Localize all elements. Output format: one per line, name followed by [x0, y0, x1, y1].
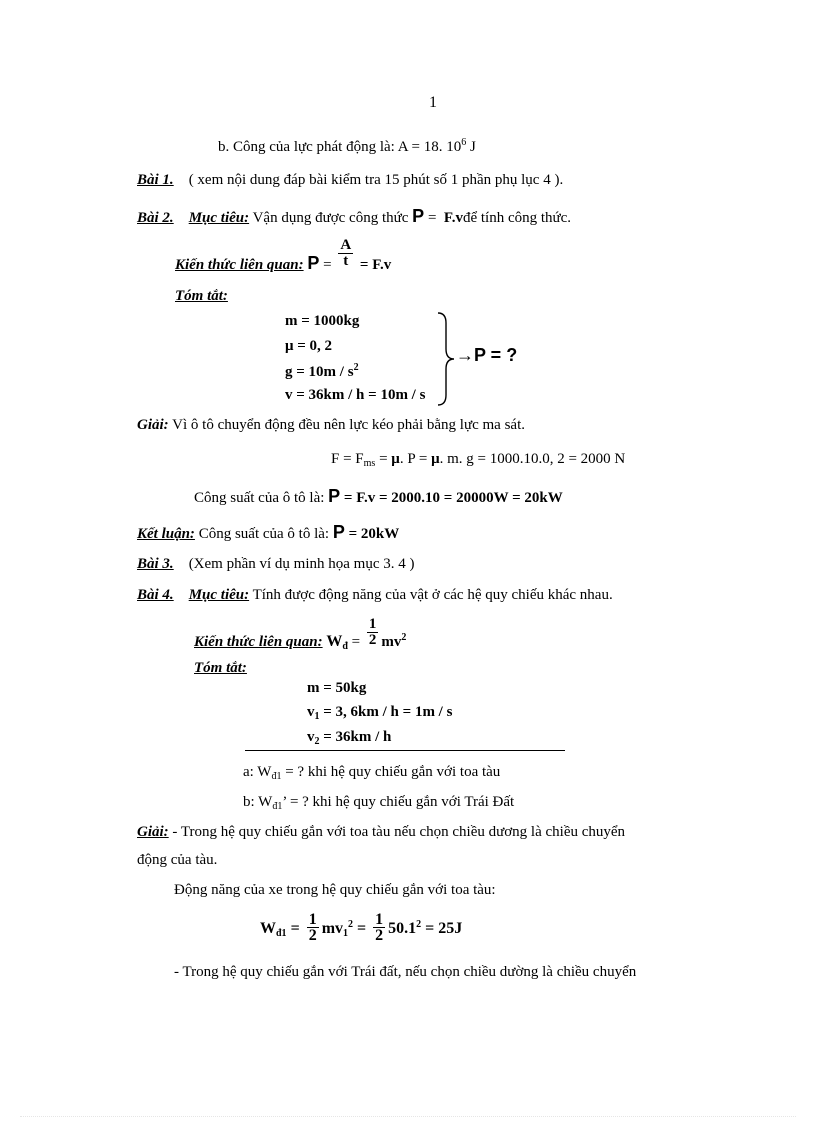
bai2-given-mu: μ = 0, 2 [285, 338, 333, 354]
bai2-label: Bài 2. [137, 210, 174, 226]
bai2-formula: F.v [443, 210, 463, 226]
bai2-given-g-sup: 2 [353, 362, 359, 373]
bai3-line [137, 556, 414, 573]
bai2-kttl-eq: = [323, 256, 336, 273]
bai4-given-v1 [307, 704, 452, 722]
bai4-W-sub: đ [342, 640, 348, 652]
giai1-eq-ms: ms [363, 458, 376, 469]
giai1-eq-mu2: μ [431, 451, 440, 467]
bai4-kttl-label: Kiến thức liên quan: [194, 633, 323, 650]
page-bottom-edge [20, 1116, 796, 1117]
bai1-line [137, 172, 563, 189]
ket-luan-P: P [332, 522, 345, 542]
bai4-frac-den: 2 [368, 632, 377, 648]
bai4-mv: mv [381, 633, 402, 650]
eq-frac1-num: 1 [308, 911, 317, 928]
eq-tail-sup: 2 [416, 919, 422, 931]
giai2-equation: $W_{đ1}$ = $\frac{1}{2}$ $mv_1^2$ = $\frac{1}{2}$ $50.1^2 = 25J$ [260, 911, 463, 944]
bai2-kttl-tail: = F.v [359, 256, 392, 273]
giai2-line2: động của tàu. [137, 852, 218, 868]
bai3-text: (Xem phần ví dụ minh họa mục 3. 4 ) [188, 556, 415, 572]
giai1-eq-mu1: μ [391, 451, 400, 467]
bai4-W: W [326, 632, 343, 650]
giai1-eq-rest1: = [375, 451, 392, 467]
giai1-equation [331, 451, 625, 469]
eq-mv [321, 919, 354, 940]
bai2-text1: Vận dụng được công thức [249, 210, 413, 226]
bai4-kttl-tail [381, 631, 407, 650]
giai1-eq-F: F = F [331, 451, 364, 467]
eq-frac1-den: 2 [308, 927, 317, 944]
bai2-find [456, 345, 517, 366]
qa-sub: đ1 [271, 771, 282, 782]
bai2-given-g-text: g = 10m / s [285, 364, 354, 380]
bai2-kttl-label: Kiến thức liên quan: [175, 256, 304, 273]
bai2-eq: = [424, 210, 441, 226]
eq-W-letter: W [260, 920, 276, 938]
bai4-label: Bài 4. [137, 587, 174, 603]
bai1-text: ( xem nội dung đáp bài kiểm tra 15 phút số 1 phần phụ lục 4 ). [188, 172, 564, 188]
bai4-given-m: m = 50kg [307, 680, 367, 696]
giai2-label: Giải: [137, 824, 169, 840]
ket-luan-value: = 20kW [344, 526, 400, 542]
bai4-v2-sub: 2 [314, 736, 320, 747]
cong-suat-formula: = F.v = 2000.10 = 20000W = 20kW [340, 490, 563, 506]
giai1-text: Vì ô tô chuyển động đều nên lực kéo phải bằng lực ma sát. [168, 417, 525, 433]
page-number: 1 [429, 94, 437, 111]
bai4-v1-rest: = 3, 6km / h = 1m / s [319, 704, 453, 720]
bai2-frac-num: A [340, 237, 352, 253]
eq-tail [388, 920, 462, 937]
line-b-text: b. Công của lực phát động là: A = 18. 10 [218, 139, 462, 155]
qb-W: b: W [243, 794, 273, 810]
bai2-right-brace [436, 311, 456, 407]
line-b [218, 137, 476, 156]
bai4-v1-sub: 1 [314, 711, 320, 722]
cong-suat-line [194, 486, 563, 507]
bai4-kttl-W [326, 633, 348, 650]
bai4-v1-v: v [307, 704, 315, 720]
bai4-kttl-frac [367, 617, 379, 648]
bai4-v2-v: v [307, 729, 315, 745]
giai2-line4: - Trong hệ quy chiếu gắn với Trái đất, nếu chọn chiều dường là chiều chuyển [174, 964, 637, 980]
eq-frac2-num: 1 [375, 911, 384, 928]
eq-mv-sup: 2 [348, 919, 354, 931]
giai1-eq-rest3: . m. g = 1000.10.0, 2 = 2000 N [439, 451, 626, 467]
bai4-muc-tieu: Mục tiêu: [188, 587, 250, 603]
bai2-kttl-frac [338, 238, 353, 269]
bai4-question-b [243, 794, 514, 812]
qa-rest: = ? khi hệ quy chiếu gắn với toa tàu [281, 764, 501, 780]
eq-end: = 25J [421, 920, 463, 938]
bai2-given-g [285, 362, 359, 381]
bai4-given-v2 [307, 729, 391, 747]
eq-tail-text: 50.1 [388, 920, 417, 938]
ket-luan-line [137, 522, 399, 543]
bai4-question-a [243, 764, 500, 782]
bai2-find-text: →P = ? [456, 345, 518, 365]
giai1-eq-rest2: . P = [399, 451, 432, 467]
ket-luan-label: Kết luận: [137, 526, 195, 542]
bai3-label: Bài 3. [137, 556, 174, 572]
cong-suat-P: P [328, 486, 341, 506]
line-b-unit: J [466, 139, 476, 155]
bai4-v2-rest: = 36km / h [319, 729, 392, 745]
bai2-line [137, 206, 571, 227]
giai1-label: Giải: [137, 417, 169, 433]
bai2-P: P [412, 206, 425, 226]
eq-W [260, 920, 287, 940]
bai2-muc-tieu: Mục tiêu: [188, 210, 250, 226]
qb-sub: đ1 [272, 801, 283, 812]
giai2-line3: Động năng của xe trong hệ quy chiếu gắn với toa tàu: [174, 882, 496, 898]
eq-frac1 [307, 912, 319, 943]
bai4-line [137, 587, 613, 604]
bai2-frac-den: t [343, 253, 349, 269]
eq-frac2 [373, 912, 385, 943]
bai2-given-m: m = 1000kg [285, 313, 360, 329]
eq-W-sub: đ1 [276, 928, 287, 940]
bai2-given-v: v = 36km / h = 10m / s [285, 387, 426, 403]
bai4-tomtat-label: Tóm tắt: [194, 660, 247, 676]
line-b-exp: 6 [461, 137, 467, 148]
bai4-frac-num: 1 [368, 616, 377, 632]
bai4-text: Tính được động năng của vật ở các hệ quy chiếu khác nhau. [249, 587, 613, 603]
bai4-kttl-eq: = [351, 633, 364, 650]
ket-luan-text: Công suất của ô tô là: [194, 526, 333, 542]
giai2-text1: - Trong hệ quy chiếu gắn với toa tàu nếu chọn chiều dương là chiều chuyển [168, 824, 626, 840]
bai1-label: Bài 1. [137, 172, 174, 188]
bai4-v-sup: 2 [401, 631, 407, 643]
bai4-divider [245, 750, 565, 751]
bai4-kttl-line [194, 616, 407, 652]
bai2-tomtat-label: Tóm tắt: [175, 288, 228, 304]
bai2-kttl-line [175, 237, 392, 273]
cong-suat-text: Công suất của ô tô là: [194, 490, 329, 506]
eq-mv-sub: 1 [343, 928, 349, 940]
eq-mv-text: mv [321, 920, 344, 938]
bai2-text2: để tính công thức. [462, 210, 572, 226]
eq-frac2-den: 2 [375, 927, 384, 944]
qa-W: a: W [243, 764, 272, 780]
bai2-kttl-P: P [307, 252, 320, 273]
giai2-line1 [137, 824, 625, 841]
qb-rest: ’ = ? khi hệ quy chiếu gắn với Trái Đất [282, 794, 515, 810]
giai1-line [137, 417, 525, 434]
